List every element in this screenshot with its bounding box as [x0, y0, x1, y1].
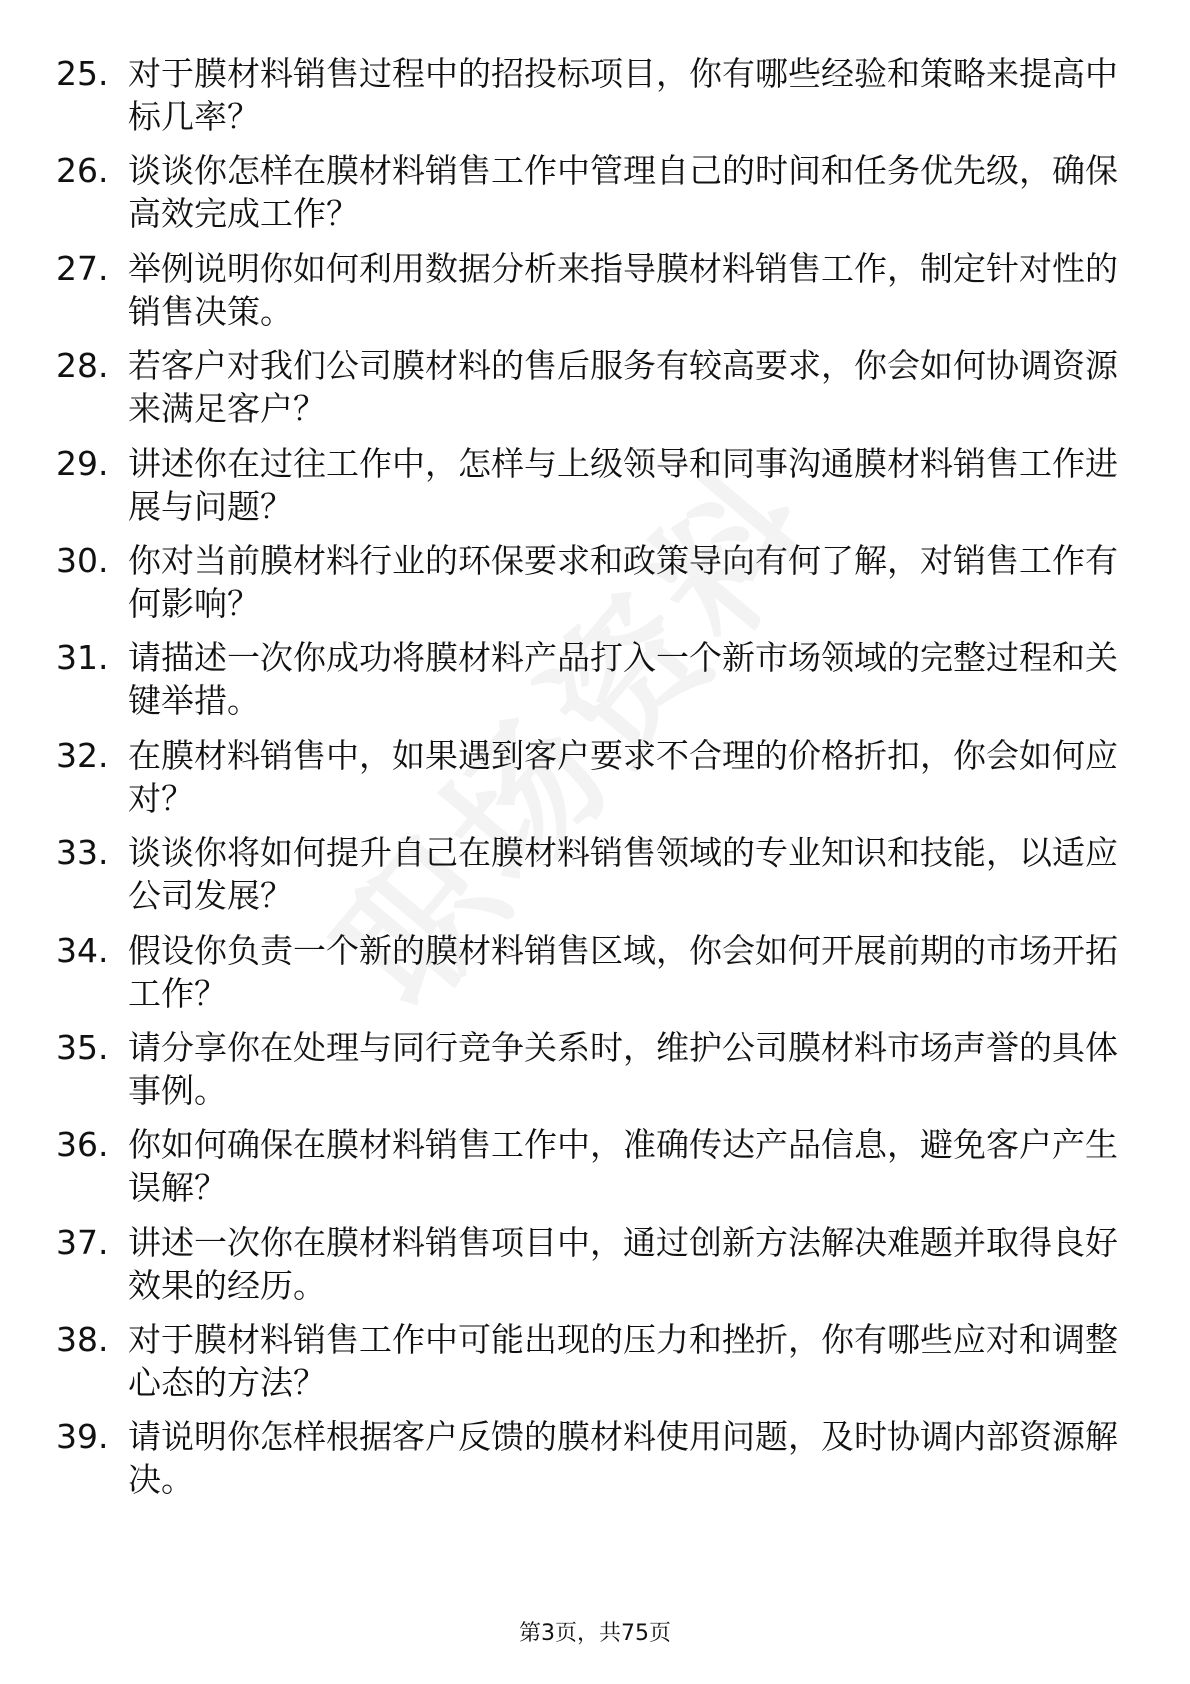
question-text: 请描述一次你成功将膜材料产品打入一个新市场领域的完整过程和关键举措。: [128, 638, 1118, 721]
question-number: 28.: [56, 346, 109, 386]
question-item: [56, 344, 1136, 441]
question-number: 32.: [56, 735, 109, 775]
question-number: 35.: [56, 1027, 109, 1067]
question-item: [56, 734, 1136, 831]
question-item: [56, 52, 1136, 149]
question-number: 37.: [56, 1222, 109, 1262]
question-item: [56, 539, 1136, 636]
question-number: 33.: [56, 833, 109, 873]
page-footer: 第3页，共75页: [519, 1621, 671, 1646]
question-number: 38.: [56, 1320, 109, 1360]
question-text: 对于膜材料销售过程中的招投标项目，你有哪些经验和策略来提高中标几率？: [128, 54, 1118, 136]
question-number: 25.: [56, 54, 109, 93]
question-text: 讲述你在过往工作中，怎样与上级领导和同事沟通膜材料销售工作进展与问题？: [128, 443, 1118, 526]
question-number: 34.: [56, 930, 109, 970]
question-item: [56, 1221, 1136, 1318]
question-list: [56, 52, 1136, 1513]
question-number: 30.: [56, 540, 109, 580]
question-item: [56, 1026, 1136, 1123]
question-text: 讲述一次你在膜材料销售项目中，通过创新方法解决难题并取得良好效果的经历。: [128, 1222, 1118, 1305]
question-item: [56, 831, 1136, 928]
question-number: 29.: [56, 443, 109, 483]
question-text: 请说明你怎样根据客户反馈的膜材料使用问题，及时协调内部资源解决。: [128, 1417, 1118, 1500]
question-number: 31.: [56, 638, 109, 678]
question-text: 假设你负责一个新的膜材料销售区域，你会如何开展前期的市场开拓工作？: [128, 930, 1118, 1013]
question-item: [56, 1415, 1136, 1512]
question-item: [56, 442, 1136, 539]
question-text: 对于膜材料销售工作中可能出现的压力和挫折，你有哪些应对和调整心态的方法？: [128, 1320, 1118, 1403]
question-text: 举例说明你如何利用数据分析来指导膜材料销售工作，制定针对性的销售决策。: [128, 248, 1118, 331]
question-number: 26.: [56, 151, 109, 191]
question-item: [56, 149, 1136, 246]
question-text: 你对当前膜材料行业的环保要求和政策导向有何了解，对销售工作有何影响？: [128, 540, 1118, 623]
question-item: [56, 1318, 1136, 1415]
question-item: [56, 929, 1136, 1026]
question-text: 谈谈你将如何提升自己在膜材料销售领域的专业知识和技能，以适应公司发展？: [128, 833, 1118, 916]
question-text: 你如何确保在膜材料销售工作中，准确传达产品信息，避免客户产生误解？: [128, 1125, 1118, 1208]
question-text: 若客户对我们公司膜材料的售后服务有较高要求，你会如何协调资源来满足客户？: [128, 346, 1118, 429]
question-text: 谈谈你怎样在膜材料销售工作中管理自己的时间和任务优先级，确保高效完成工作？: [128, 151, 1118, 234]
question-item: [56, 247, 1136, 344]
question-item: [56, 636, 1136, 733]
question-text: 请分享你在处理与同行竞争关系时，维护公司膜材料市场声誉的具体事例。: [128, 1027, 1118, 1110]
question-number: 36.: [56, 1125, 109, 1165]
question-text: 在膜材料销售中，如果遇到客户要求不合理的价格折扣，你会如何应对？: [128, 735, 1118, 818]
question-number: 39.: [56, 1417, 109, 1457]
question-number: 27.: [56, 248, 109, 288]
question-item: [56, 1123, 1136, 1220]
